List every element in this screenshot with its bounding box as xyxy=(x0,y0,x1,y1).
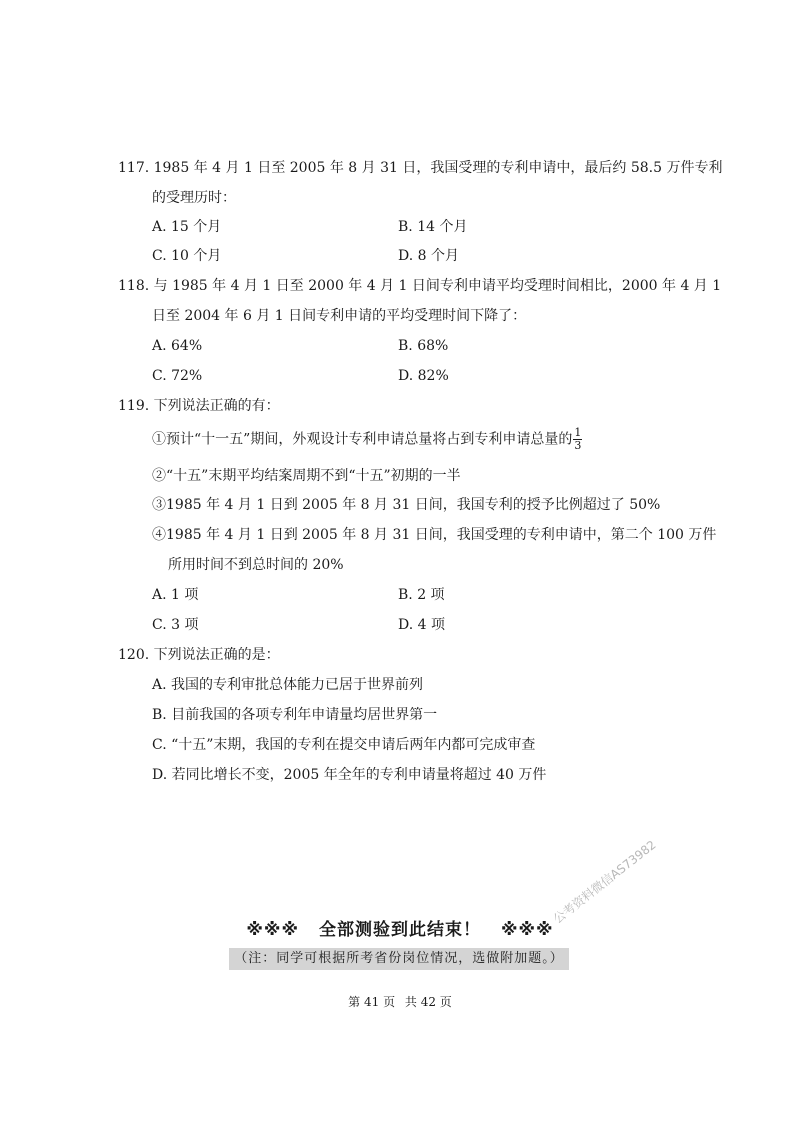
question-117-option-c: C. 10 个月 xyxy=(152,248,222,264)
question-120-option-c: C. “十五”末期，我国的专利在提交申请后两年内都可完成审查 xyxy=(152,737,536,753)
question-118-option-a: A. 64% xyxy=(152,338,203,354)
fraction-one-third: $\frac{1}{3}$ xyxy=(574,426,582,452)
question-119-statement-4: ④1985 年 4 月 1 日到 2005 年 8 月 31 日间，我国受理的专利申请中，第二个 100 万件 xyxy=(152,527,717,543)
question-120-option-a: A. 我国的专利审批总体能力已居于世界前列 xyxy=(152,677,424,693)
end-of-test-banner xyxy=(0,915,800,940)
question-119-statement-4-cont: 所用时间不到总时间的 20% xyxy=(168,557,344,573)
question-120-option-b: B. 目前我国的各项专利年申请量均居世界第一 xyxy=(152,707,438,723)
question-119-statement-2: ②“十五”末期平均结案周期不到“十五”初期的一半 xyxy=(152,468,461,484)
question-117-stem: 117. 1985 年 4 月 1 日至 2005 年 8 月 31 日，我国受理的专利申请中，最后约 58.5 万件专利 xyxy=(118,160,723,176)
question-118-stem-cont: 日至 2004 年 6 月 1 日间专利申请的平均受理时间下降了： xyxy=(152,308,527,324)
question-119-stem: 119. 下列说法正确的有： xyxy=(118,398,280,414)
end-of-test-text: 全部测验到此结束！ xyxy=(319,920,481,940)
question-119-option-a: A. 1 项 xyxy=(152,587,199,603)
question-117-option-d: D. 8 个月 xyxy=(398,248,459,264)
question-117-option-b: B. 14 个月 xyxy=(398,219,468,235)
statement-1-text: ①预计“十一五”期间，外观设计专利申请总量将占到专利申请总量的 xyxy=(152,431,573,448)
question-117-option-a: A. 15 个月 xyxy=(152,219,222,235)
page-footer xyxy=(0,993,800,1010)
question-118-stem: 118. 与 1985 年 4 月 1 日至 2000 年 4 月 1 日间专利申请平均受理时间相比，2000 年 4 月 1 xyxy=(118,278,722,294)
question-119-statement-1 xyxy=(152,427,582,452)
decoration-marks-right: ※※※ xyxy=(501,920,554,940)
question-119-option-b: B. 2 项 xyxy=(398,587,445,603)
watermark: 公考资料微信AS73982 xyxy=(550,837,659,927)
page-total: 共 42 页 xyxy=(404,995,452,1009)
question-119-option-d: D. 4 项 xyxy=(398,617,445,633)
page-number: 第 41 页 xyxy=(348,995,396,1009)
question-118-option-d: D. 82% xyxy=(398,368,449,384)
question-120-option-d: D. 若同比增长不变，2005 年全年的专利申请量将超过 40 万件 xyxy=(152,767,547,783)
question-119-statement-3: ③1985 年 4 月 1 日到 2005 年 8 月 31 日间，我国专利的授予比例超过了 50% xyxy=(152,497,661,513)
additional-questions-note: （注：同学可根据所考省份岗位情况，选做附加题。） xyxy=(229,948,569,970)
question-117-stem-cont: 的受理历时： xyxy=(152,190,236,206)
question-118-option-b: B. 68% xyxy=(398,338,449,354)
question-120-stem: 120. 下列说法正确的是： xyxy=(118,647,280,663)
question-118-option-c: C. 72% xyxy=(152,368,203,384)
question-119-option-c: C. 3 项 xyxy=(152,617,199,633)
decoration-marks-left: ※※※ xyxy=(246,920,299,940)
